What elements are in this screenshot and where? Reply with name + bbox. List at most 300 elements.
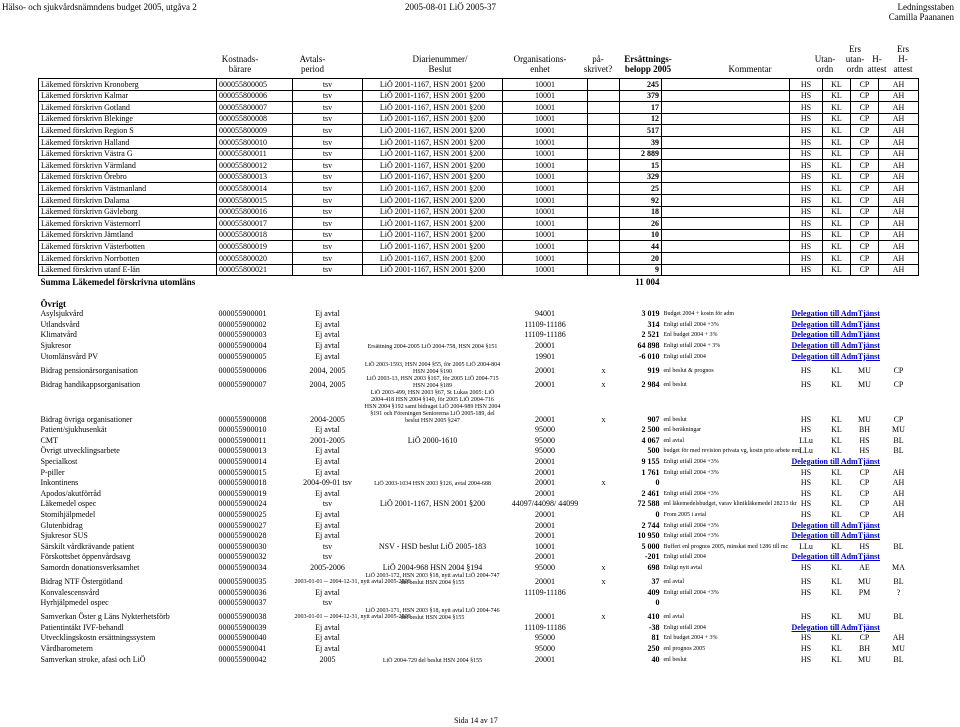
table-cell: Läkemed förskrivn Örebro	[39, 171, 217, 183]
table-cell: 000055900010	[218, 425, 267, 435]
table-cell: CP	[851, 136, 879, 148]
table-cell: 20001	[535, 467, 555, 477]
table-cell: 000055900005	[218, 351, 267, 361]
table-cell: Samverkan stroke, afasi och LiÖ	[40, 654, 146, 664]
table-cell: KL	[831, 379, 842, 389]
table-cell: 10001	[503, 171, 588, 183]
delegation-link[interactable]: Delegation till AdmTjänst	[791, 552, 880, 562]
table-cell: 20001	[535, 520, 555, 530]
table-cell	[588, 171, 620, 183]
table-cell: x	[601, 365, 606, 375]
table-cell: 20001	[535, 414, 555, 424]
table-cell	[662, 478, 790, 489]
table-cell: 20001	[535, 365, 555, 375]
table-cell: Samverkan Öster g Läns Nykterhetsförb	[40, 612, 170, 622]
table-cell: 000055800006	[217, 90, 293, 102]
table-cell: 000055900037	[218, 598, 267, 608]
table-cell: Läkemedel ospec	[40, 499, 97, 509]
table-cell: Sjukresor SUS	[40, 531, 88, 541]
table-cell: Ej avtal	[315, 488, 340, 498]
table-cell: KL	[823, 264, 851, 276]
table-cell: 000055900025	[218, 510, 267, 519]
table-cell: KL	[823, 102, 851, 114]
table-cell	[588, 113, 620, 125]
table-cell: 2003-01-01 -- 2004-12-31, nytt avtal 2005-2006	[294, 578, 411, 585]
table-cell: tsv	[293, 136, 363, 148]
table-cell	[588, 654, 620, 665]
table-cell: 5 000	[641, 541, 660, 551]
table-cell: MU	[858, 365, 871, 375]
table-cell	[662, 113, 790, 125]
table-cell: 10 950	[637, 531, 660, 541]
table-cell	[790, 520, 919, 531]
table-cell: Enligt utfall 2004 +3%	[663, 589, 719, 596]
table-cell	[363, 598, 503, 609]
table-cell: 000055800009	[217, 125, 293, 137]
table-cell: MU	[892, 643, 905, 653]
table-row	[39, 90, 919, 102]
table-cell: enl avtal	[663, 578, 684, 585]
column-header: Ersättnings- belopp 2005	[624, 54, 672, 74]
table-cell: CP	[859, 467, 870, 477]
table-cell: 9 155	[641, 457, 660, 467]
table-cell: enl beslut	[663, 381, 687, 388]
table-cell: Ej avtal	[315, 319, 340, 329]
table-row	[39, 478, 919, 489]
table-cell: 15	[620, 160, 662, 172]
table-cell: 10	[620, 229, 662, 241]
table-cell: 000055900013	[218, 446, 267, 456]
table-cell: CP	[859, 633, 870, 643]
table-cell	[588, 598, 620, 609]
table-cell: LiÖ 2001-1167, HSN 2001 §200	[363, 90, 503, 102]
table-cell: 10001	[503, 148, 588, 160]
table-row	[39, 509, 919, 520]
table-cell: Bidrag pensionärsorganisation	[40, 365, 138, 375]
table-cell: tsv	[322, 552, 333, 562]
table-cell: 20001	[535, 576, 555, 586]
table-cell: LiÖ 2003-172, HSN 2003 §18, nytt avtal LiÖ 2004-747 del beslut HSN 2004 §155	[365, 572, 500, 586]
table-cell: Ej avtal	[315, 633, 340, 643]
table-cell: Sjukresor	[40, 341, 72, 351]
table-cell: KL	[831, 499, 842, 509]
table-cell: MA	[892, 562, 905, 572]
table-cell: AH	[879, 79, 919, 91]
table-cell: Utomlänsvård PV	[40, 351, 99, 361]
table-row	[39, 362, 919, 376]
table-cell: tsv	[293, 206, 363, 218]
table-cell: 20001	[535, 341, 555, 351]
table-cell: Ej avtal	[315, 341, 340, 351]
table-cell: KL	[823, 241, 851, 253]
table-cell	[588, 499, 620, 510]
table-cell: 000055900007	[218, 379, 267, 389]
table-cell: tsv	[293, 148, 363, 160]
table-cell: CP	[851, 79, 879, 91]
table-cell: 9	[620, 264, 662, 276]
column-header: Organisations- enhet	[513, 54, 567, 74]
table-cell: KL	[823, 218, 851, 230]
table-cell: 000055800008	[217, 113, 293, 125]
table-row	[39, 252, 919, 264]
table-row	[39, 376, 919, 390]
table-cell: LiÖ 2001-1167, HSN 2001 §200	[363, 241, 503, 253]
table-cell: MU	[892, 425, 905, 435]
table-cell: 0	[655, 478, 660, 488]
table-cell: CP	[851, 206, 879, 218]
table-cell: PM	[858, 587, 871, 597]
table-cell: 000055900028	[218, 531, 267, 541]
table-cell: CP	[851, 125, 879, 137]
table-cell: 000055900034	[218, 562, 267, 572]
table-cell	[790, 340, 919, 351]
table-cell	[588, 520, 620, 531]
table-cell: LiÖ 2003-1034 HSN 2003 §126, avtal 2004-688	[374, 481, 491, 488]
table-cell: NSV - HSD beslut LiÖ 2005-183	[378, 541, 487, 551]
table-cell	[363, 531, 503, 542]
column-header: Diarienummer/ Beslut	[412, 54, 468, 74]
table-cell: 44097/44098/ 44099	[511, 499, 579, 509]
table-cell	[662, 598, 790, 609]
table-cell	[588, 587, 620, 598]
table-cell	[790, 598, 823, 609]
table-cell: 19901	[535, 351, 555, 361]
table-row	[39, 340, 919, 351]
table-cell: HS	[790, 171, 823, 183]
column-header: Ers utan- ordn	[845, 44, 865, 74]
table-cell	[588, 229, 620, 241]
table-cell: HS	[790, 136, 823, 148]
table-cell: 000055800010	[217, 136, 293, 148]
table-cell: P-piller	[40, 467, 65, 477]
table-cell: 81	[651, 633, 660, 643]
table-cell: LiÖ 2003-171, HSN 2003 §18, nytt avtal LiÖ 2004-746 del beslut HSN 2004 §155	[365, 608, 500, 622]
table-cell: HS	[800, 562, 812, 572]
table-cell	[588, 319, 620, 330]
table-cell: KL	[823, 90, 851, 102]
table-cell: HS	[800, 587, 812, 597]
table-cell: LiÖ 2001-1167, HSN 2001 §200	[363, 160, 503, 172]
table-row	[39, 194, 919, 206]
table-cell: KL	[831, 576, 842, 586]
table-cell: AH	[879, 160, 919, 172]
table-cell: KL	[823, 148, 851, 160]
table-row	[39, 488, 919, 499]
table-cell: 000055900030	[218, 541, 267, 551]
table-cell: LiÖ 2001-1167, HSN 2001 §200	[363, 183, 503, 195]
table-cell: 000055800020	[217, 252, 293, 264]
table-cell: CP	[851, 183, 879, 195]
table-cell: MU	[858, 654, 871, 664]
table-cell: Övrigt utvecklingsarbete	[40, 446, 120, 456]
table-cell: Enligt utfall 2004 +3%	[663, 459, 719, 466]
table-cell: Enligt utfall 2004 +3%	[663, 469, 719, 476]
table-cell: CP	[851, 241, 879, 253]
table-cell	[588, 252, 620, 264]
table-cell: 11109-11186	[524, 319, 566, 329]
table-row	[39, 183, 919, 195]
table-cell: KL	[823, 171, 851, 183]
table-cell: 20001	[535, 478, 555, 488]
table-cell: 2004-09-01 tsv	[303, 478, 352, 488]
table-cell: 20001	[535, 379, 555, 389]
table-cell	[363, 643, 503, 654]
table-cell: LiÖ 2003-13, HSN 2003 §167, för 2005 LiÖ 2004-715 HSN 2004 §189	[366, 375, 499, 389]
table-cell: AH	[892, 467, 905, 477]
table-row	[39, 425, 919, 436]
delegation-link[interactable]: Delegation till AdmTjänst	[791, 341, 880, 351]
table-cell: 000055900039	[218, 622, 267, 632]
table-cell	[588, 206, 620, 218]
table-cell: Enligt utfall 2004 +3%	[663, 321, 719, 328]
table-cell: 409	[647, 587, 660, 597]
table-cell: Ej avtal	[315, 309, 340, 319]
delegation-link[interactable]: Delegation till AdmTjänst	[791, 330, 880, 340]
table-cell	[662, 229, 790, 241]
table-cell: 2005-2006	[310, 562, 345, 572]
table-cell: Ej avtal	[315, 467, 340, 477]
table-cell: Läkemed förskrivn Halland	[39, 136, 217, 148]
table-cell: Utlandsvård	[40, 319, 80, 329]
table-cell: AH	[879, 136, 919, 148]
table-cell: tsv	[322, 541, 333, 551]
table-cell: AH	[879, 183, 919, 195]
table-cell: Enl budget 2004 + 3%	[663, 635, 718, 642]
table-cell: -38	[648, 622, 660, 632]
table-cell: LiÖ 2001-1167, HSN 2001 §200	[363, 148, 503, 160]
header-middle: 2005-08-01 LiÖ 2005-37	[405, 2, 496, 12]
table-row	[39, 456, 919, 467]
table-row	[39, 446, 919, 457]
table-cell: AH	[879, 194, 919, 206]
table-cell: Summa Läkemedel förskrivna utomläns	[40, 276, 196, 287]
table-cell: CP	[851, 90, 879, 102]
table-cell: Ersättning 2004-2005 LiÖ 2004-758, HSN 2004 §151	[367, 344, 498, 351]
table-cell: 0	[655, 510, 660, 519]
table-cell: 2004, 2005	[309, 365, 346, 375]
table-cell: 000055900002	[218, 319, 267, 329]
table-cell: 10001	[503, 241, 588, 253]
table-cell: LiÖ 2001-1167, HSN 2001 §200	[363, 171, 503, 183]
table-cell	[503, 598, 588, 609]
table-cell	[662, 160, 790, 172]
table-cell: 64 898	[637, 341, 660, 351]
table-cell: 4 067	[641, 435, 660, 445]
table-cell: 94001	[535, 309, 555, 319]
table-row	[39, 229, 919, 241]
table-cell: 10001	[503, 218, 588, 230]
table-cell: HS	[790, 241, 823, 253]
table-cell: enl beräkningar	[663, 427, 701, 434]
table-cell: BL	[893, 446, 904, 456]
table-cell	[588, 264, 620, 276]
table-cell	[588, 136, 620, 148]
delegation-link[interactable]: Delegation till AdmTjänst	[791, 531, 880, 541]
table-cell: LiÖ 2001-1167, HSN 2001 §200	[363, 113, 503, 125]
table-cell	[588, 456, 620, 467]
table-cell: Utvecklingskostn ersättningssystem	[40, 633, 156, 643]
table-cell: HS	[790, 113, 823, 125]
table-cell: 000055800011	[217, 148, 293, 160]
table-cell: CP	[851, 148, 879, 160]
delegation-link[interactable]: Delegation till AdmTjänst	[791, 351, 880, 361]
table-cell: HS	[790, 229, 823, 241]
table-cell: 10001	[503, 229, 588, 241]
table-cell: AH	[879, 264, 919, 276]
table-cell: ?	[896, 587, 901, 597]
table-cell: LiÖ 2001-1167, HSN 2001 §200	[363, 194, 503, 206]
table-cell: HS	[800, 414, 812, 424]
table-cell: 18	[620, 206, 662, 218]
table-cell	[790, 531, 919, 542]
table-row	[39, 435, 919, 446]
table-row	[39, 148, 919, 160]
table-cell: 245	[620, 79, 662, 91]
table-cell: LiÖ 2001-1167, HSN 2001 §200	[363, 264, 503, 276]
table-cell: 20001	[535, 531, 555, 541]
table-cell: KL	[831, 365, 842, 375]
table-cell: 000055800016	[217, 206, 293, 218]
table-cell: HS	[800, 576, 812, 586]
table-row	[39, 520, 919, 531]
table-cell	[588, 218, 620, 230]
table-cell: HS	[859, 541, 870, 551]
table-cell: LiÖ 2001-1167, HSN 2001 §200	[363, 102, 503, 114]
table-cell: HS	[790, 79, 823, 91]
delegation-link[interactable]: Delegation till AdmTjänst	[791, 520, 880, 530]
table-cell: Ej avtal	[315, 510, 340, 519]
delegation-link[interactable]: Delegation till AdmTjänst	[791, 457, 880, 467]
delegation-link[interactable]: Delegation till AdmTjänst	[791, 319, 880, 329]
table-cell: tsv	[293, 90, 363, 102]
table-cell: Ej avtal	[315, 446, 340, 456]
table-cell: HS	[790, 252, 823, 264]
budget-table	[38, 78, 919, 665]
table-cell: Läkemed förskrivn Blekinge	[39, 113, 217, 125]
table-cell: KL	[831, 612, 842, 622]
section-row	[39, 287, 919, 309]
table-cell: LLu	[799, 541, 813, 551]
table-cell	[588, 643, 620, 654]
table-cell: 000055900014	[218, 457, 267, 467]
table-cell: 314	[647, 319, 660, 329]
table-row	[39, 241, 919, 253]
delegation-link[interactable]: Delegation till AdmTjänst	[791, 309, 880, 319]
table-cell: HS	[800, 488, 812, 498]
table-cell: HS	[800, 467, 812, 477]
table-cell: 000055900001	[218, 309, 267, 319]
table-cell: HS	[800, 379, 812, 389]
table-cell: BH	[858, 425, 871, 435]
sum-row	[39, 276, 919, 287]
table-cell: 000055900038	[218, 612, 267, 622]
table-cell: KL	[831, 467, 842, 477]
table-cell: 000055800017	[217, 218, 293, 230]
table-cell: Klimatvård	[40, 330, 77, 340]
table-row	[39, 351, 919, 362]
table-cell	[662, 194, 790, 206]
table-cell: HS	[800, 654, 812, 664]
table-cell: Enl budget 2004 + 3%	[663, 332, 718, 339]
table-cell: tsv	[293, 183, 363, 195]
table-cell: CP	[851, 229, 879, 241]
table-cell: AH	[879, 206, 919, 218]
table-cell: CP	[851, 218, 879, 230]
table-cell	[588, 276, 620, 287]
table-cell: CP	[851, 102, 879, 114]
table-cell: budget för med revision privata vg, kostn prio arbete mm	[663, 448, 801, 455]
table-cell: 000055900035	[218, 576, 267, 586]
table-cell: Ej avtal	[315, 425, 340, 435]
delegation-link[interactable]: Delegation till AdmTjänst	[791, 622, 880, 632]
table-cell	[588, 330, 620, 341]
table-cell: CP	[851, 160, 879, 172]
table-cell: tsv	[293, 194, 363, 206]
table-cell	[790, 309, 919, 320]
table-cell: AH	[879, 125, 919, 137]
table-cell: 20001	[535, 612, 555, 622]
table-cell: HS	[800, 499, 812, 509]
table-cell: AH	[879, 241, 919, 253]
table-cell: x	[601, 612, 606, 622]
table-row	[39, 573, 919, 587]
table-cell: MU	[858, 612, 871, 622]
table-cell	[363, 552, 503, 563]
table-cell: 10001	[503, 206, 588, 218]
table-cell	[662, 148, 790, 160]
table-cell: Enligt utfall 2004 + 3%	[663, 343, 721, 350]
column-header: Kostnads- bärare	[221, 54, 259, 74]
table-cell: 10001	[503, 160, 588, 172]
table-cell: Samordn donationsverksamhet	[40, 562, 140, 572]
table-cell: 2001-2005	[310, 435, 345, 445]
table-cell	[588, 633, 620, 644]
table-cell: 44	[620, 241, 662, 253]
table-row	[39, 125, 919, 137]
table-cell: LiÖ 2001-1167, HSN 2001 §200	[363, 136, 503, 148]
table-cell: HS	[800, 510, 812, 519]
table-cell: CP	[859, 510, 870, 519]
table-cell: Bidrag övriga organisationer	[40, 414, 133, 424]
table-cell: x	[601, 379, 606, 389]
table-cell: HS	[790, 264, 823, 276]
table-cell: KL	[823, 79, 851, 91]
table-cell: 000055900040	[218, 633, 267, 643]
table-cell: Konvalescensvård	[40, 587, 100, 597]
table-cell	[790, 330, 919, 341]
table-cell: Enligt utfall 2004	[663, 624, 706, 631]
table-cell: 698	[647, 562, 660, 572]
table-cell: 000055800019	[217, 241, 293, 253]
table-cell: tsv	[293, 241, 363, 253]
table-cell: From 2005 i avtal	[663, 512, 707, 518]
table-row	[39, 264, 919, 276]
table-cell: x	[601, 576, 606, 586]
table-cell	[588, 488, 620, 499]
table-cell	[588, 309, 620, 320]
table-cell: HS	[790, 183, 823, 195]
table-row	[39, 102, 919, 114]
table-cell: 2005	[319, 654, 336, 664]
table-cell	[588, 79, 620, 91]
table-cell: AH	[879, 148, 919, 160]
table-cell	[588, 102, 620, 114]
table-cell	[363, 456, 503, 467]
table-cell: tsv	[293, 102, 363, 114]
table-cell	[363, 520, 503, 531]
table-cell: HS	[790, 102, 823, 114]
table-cell: 000055900006	[218, 365, 267, 375]
